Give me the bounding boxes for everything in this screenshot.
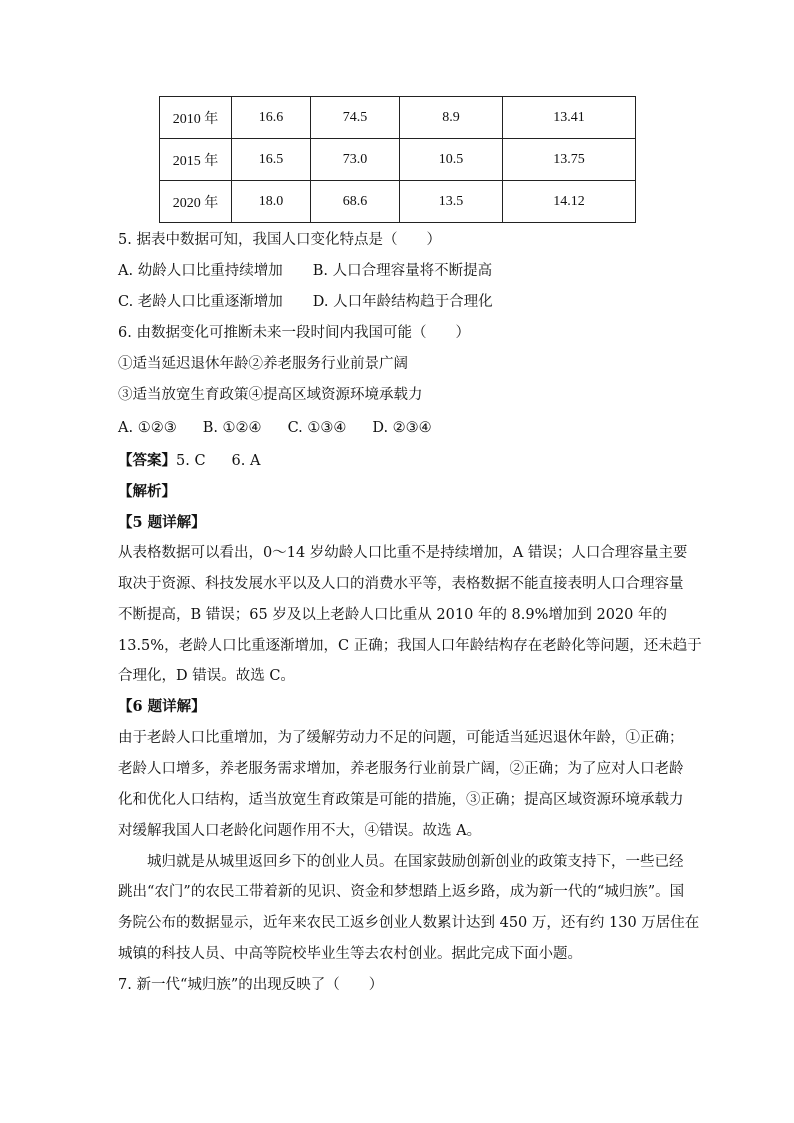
table-cell: 2010 年 [160, 97, 232, 139]
passage-line: 跳出“农门”的农民工带着新的见识、资金和梦想踏上返乡路，成为新一代的“城归族”。国 [118, 884, 685, 900]
table-cell: 14.12 [503, 181, 636, 223]
analysis-label: 【解析】 [118, 483, 176, 500]
q5-options-row1 [118, 261, 492, 281]
table-cell: 10.5 [400, 139, 503, 181]
table-cell: 13.75 [503, 139, 636, 181]
answer-6: 6. A [231, 453, 261, 469]
q6-option-a: A. ①②③ [118, 420, 177, 436]
q5-detail-line: 合理化，D 错误。故选 C。 [118, 668, 295, 684]
q6-option-d: D. ②③④ [372, 420, 432, 436]
table-cell: 74.5 [311, 97, 400, 139]
table-cell: 2020 年 [160, 181, 232, 223]
q5-detail-line: 从表格数据可以看出，0～14 岁幼龄人口比重不是持续增加，A 错误；人口合理容量主要 [118, 545, 688, 561]
table-cell: 13.5 [400, 181, 503, 223]
table-row [160, 97, 636, 139]
table-cell: 73.0 [311, 139, 400, 181]
passage-line: 城归就是从城里返回乡下的创业人员。在国家鼓励创新创业的政策支持下，一些已经 [147, 854, 684, 870]
q5-detail-line: 不断提高，B 错误；65 岁及以上老龄人口比重从 2010 年的 8.9%增加到 2020 年的 [118, 607, 668, 623]
passage-line: 城镇的科技人员、中高等院校毕业生等去农村创业。据此完成下面小题。 [118, 946, 582, 962]
q6-stem: 6. 由数据变化可推断未来一段时间内我国可能（ ） [118, 325, 470, 341]
q5-detail-line: 取决于资源、科技发展水平以及人口的消费水平等，表格数据不能直接表明人口合理容量 [118, 576, 684, 592]
q6-detail-line: 对缓解我国人口老龄化问题作用不大，④错误。故选 A。 [118, 823, 482, 839]
q7-stem: 7. 新一代“城归族”的出现反映了（ ） [118, 977, 384, 993]
table-cell: 18.0 [232, 181, 311, 223]
q5-option-b: B. 人口合理容量将不断提高 [312, 263, 493, 279]
passage-line: 务院公布的数据显示，近年来农民工返乡创业人数累计达到 450 万，还有约 130 万居住在 [118, 915, 700, 931]
table-row [160, 139, 636, 181]
q6-options [118, 418, 432, 438]
table-cell: 16.5 [232, 139, 311, 181]
population-table [159, 96, 636, 223]
q5-detail-label: 【5 题详解】 [118, 514, 206, 531]
q6-detail-label: 【6 题详解】 [118, 698, 206, 715]
q6-option-c: C. ①③④ [287, 420, 347, 436]
q5-option-a: A. 幼龄人口比重持续增加 [118, 263, 283, 279]
q6-statement-2: ③适当放宽生育政策④提高区域资源环境承载力 [118, 387, 423, 403]
table-cell: 16.6 [232, 97, 311, 139]
q6-detail-line: 由于老龄人口比重增加，为了缓解劳动力不足的问题，可能适当延迟退休年龄，①正确； [118, 730, 684, 746]
q6-detail-line: 化和优化人口结构，适当放宽生育政策是可能的措施，③正确；提高区域资源环境承载力 [118, 792, 684, 808]
q5-option-c: C. 老龄人口比重逐渐增加 [118, 294, 283, 310]
table-cell: 68.6 [311, 181, 400, 223]
answer-label: 【答案】 [118, 452, 176, 469]
table-cell: 13.41 [503, 97, 636, 139]
q5-stem: 5. 据表中数据可知，我国人口变化特点是（ ） [118, 232, 441, 248]
answer-5: 5. C [176, 453, 206, 469]
q6-option-b: B. ①②④ [202, 420, 262, 436]
answer-line [118, 451, 260, 471]
table-row [160, 181, 636, 223]
q5-option-d: D. 人口年龄结构趋于合理化 [312, 294, 493, 310]
q6-statement-1: ①适当延迟退休年龄②养老服务行业前景广阔 [118, 356, 408, 372]
q6-detail-line: 老龄人口增多，养老服务需求增加，养老服务行业前景广阔，②正确；为了应对人口老龄 [118, 761, 684, 777]
q5-detail-line: 13.5%，老龄人口比重逐渐增加，C 正确；我国人口年龄结构存在老龄化等问题，还未趋于 [118, 638, 702, 654]
table-cell: 2015 年 [160, 139, 232, 181]
table-cell: 8.9 [400, 97, 503, 139]
q5-options-row2 [118, 292, 493, 312]
